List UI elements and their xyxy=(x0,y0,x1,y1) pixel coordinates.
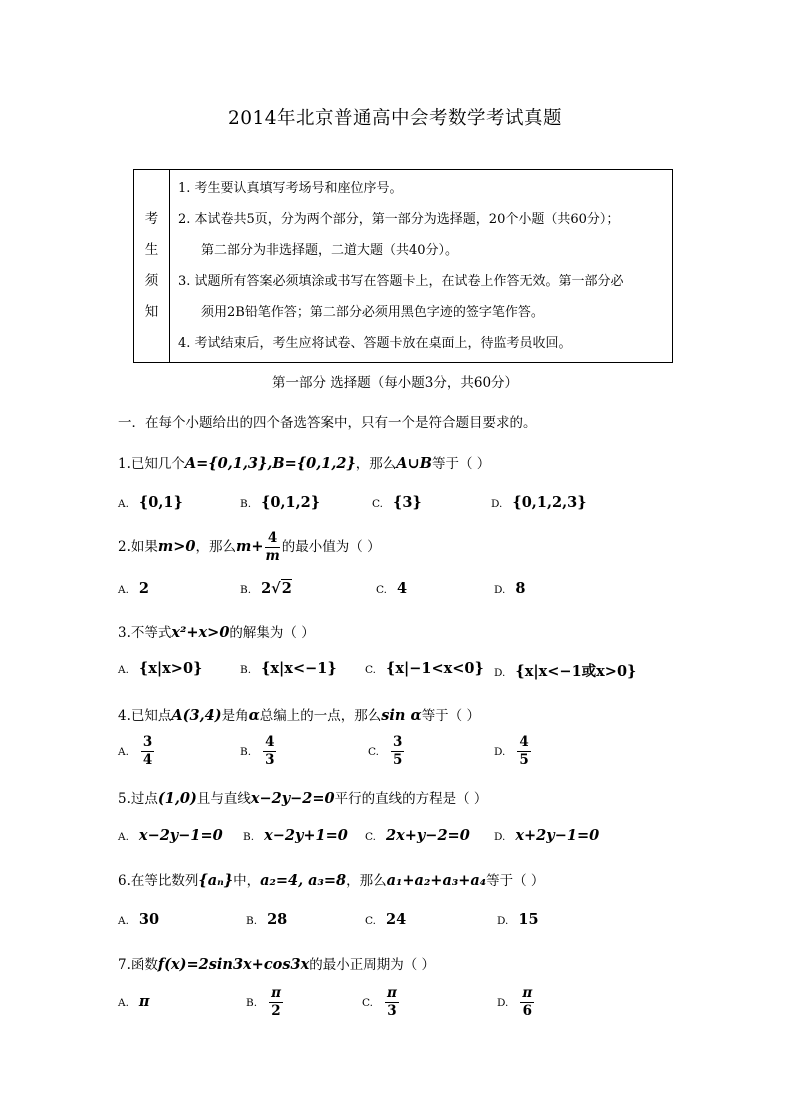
notice-label-char: 生 xyxy=(144,242,159,258)
option-b: B. 28 xyxy=(246,911,288,928)
option-b: B. {x|x<−1} xyxy=(240,660,337,677)
option-a: A. 2 xyxy=(118,580,150,597)
q4-mid1: 是角 xyxy=(221,708,249,724)
q6-cond: a₂=4, a₃=8 xyxy=(260,872,347,889)
q3-pre: 3.不等式 xyxy=(118,625,172,641)
notice-item-3-cont: 须用2B铅笔作答；第二部分必须用黑色字迹的签字笔作答。 xyxy=(201,305,544,320)
notice-item-1: 1. 考生要认真填写考场号和座位序号。 xyxy=(178,181,403,196)
option-d: D. {0,1,2,3} xyxy=(491,494,587,511)
option-b: B. $\frac{4}{3}$ xyxy=(240,734,275,768)
option-c: C. $\frac{\pi}{3}$ xyxy=(362,985,397,1019)
q6-options xyxy=(0,911,790,941)
q2-mid: ，那么 xyxy=(195,539,236,555)
q2-pre: 2.如果 xyxy=(118,539,158,555)
option-d: D. $\frac{4}{5}$ xyxy=(494,734,529,768)
q3-ineq: x²+x>0 xyxy=(171,624,230,641)
option-a: A. π xyxy=(118,993,150,1010)
q2-expr: m+ xyxy=(235,538,264,555)
option-c: C. 24 xyxy=(365,911,407,928)
section-heading: 第一部分 选择题（每小题3分，共60分） xyxy=(271,375,519,391)
question-2 xyxy=(118,530,381,565)
q2-cond: m>0 xyxy=(157,538,196,555)
q2-options xyxy=(0,580,790,610)
q7-options xyxy=(0,985,790,1019)
q2-post: 的最小值为（ ） xyxy=(281,539,381,555)
q6-pre: 6.在等比数列 xyxy=(118,873,199,889)
option-c: C. 2x+y−2=0 xyxy=(365,827,470,844)
option-a: A. {0,1} xyxy=(118,494,183,511)
q6-mid1: 中， xyxy=(233,873,261,889)
page-title: 2014年北京普通高中会考数学考试真题 xyxy=(227,108,563,129)
option-a: A. {x|x>0} xyxy=(118,660,203,677)
q1-pre: 1.已知几个 xyxy=(118,456,185,472)
q1-options xyxy=(0,494,790,524)
q6-mid2: ，那么 xyxy=(346,873,387,889)
q1-expr: A∪B xyxy=(396,455,432,472)
q5-options xyxy=(0,827,790,857)
q3-options xyxy=(0,660,790,690)
notice-label-char: 考 xyxy=(144,211,159,227)
q6-post: 等于（ ） xyxy=(486,873,545,889)
option-b: B. {0,1,2} xyxy=(240,494,321,511)
option-b: B. x−2y+1=0 xyxy=(243,827,348,844)
option-b: B. 2√2 xyxy=(240,580,292,597)
question-7 xyxy=(118,953,435,973)
option-d: D. 8 xyxy=(494,580,526,597)
q4-pre: 4.已知点 xyxy=(118,708,172,724)
notice-items xyxy=(170,170,673,363)
q5-point: (1,0) xyxy=(157,790,197,807)
question-5 xyxy=(118,787,487,807)
notice-label xyxy=(134,170,170,363)
option-d: D. {x|x<−1或x>0} xyxy=(494,663,637,680)
instruction: 一．在每个小题给出的四个备选答案中，只有一个是符合题目要求的。 xyxy=(118,415,537,431)
q1-sep: , xyxy=(267,455,273,472)
notice-item-2-cont: 第二部分为非选择题，二道大题（共40分）。 xyxy=(201,243,459,258)
q6-expr: a₁+a₂+a₃+a₄ xyxy=(386,872,487,889)
notice-box xyxy=(133,169,673,363)
q2-fraction: $\frac{4}{m}$ xyxy=(265,530,280,564)
question-4 xyxy=(118,704,480,724)
q5-line: x−2y−2=0 xyxy=(250,790,335,807)
q1-setB: B={0,1,2} xyxy=(272,455,356,472)
option-a: A. x−2y−1=0 xyxy=(118,827,223,844)
q6-seq: {aₙ} xyxy=(198,872,234,889)
option-b: B. $\frac{\pi}{2}$ xyxy=(246,985,281,1019)
question-6 xyxy=(118,869,544,889)
option-a: A. 30 xyxy=(118,911,160,928)
q4-point: A(3,4) xyxy=(171,707,222,724)
notice-item-3: 3. 试题所有答案必须填涂或书写在答题卡上，在试卷上作答无效。第一部分必 xyxy=(178,274,624,289)
q7-post: 的最小正周期为（ ） xyxy=(309,957,436,973)
option-d: D. 15 xyxy=(497,911,539,928)
notice-label-char: 须 xyxy=(144,273,159,289)
q7-pre: 7.函数 xyxy=(118,957,158,973)
q3-post: 的解集为（ ） xyxy=(229,625,315,641)
q1-mid: ，那么 xyxy=(355,456,397,472)
q7-func: f(x)=2sin3x+cos3x xyxy=(157,956,310,973)
notice-label-char: 知 xyxy=(144,304,159,320)
q4-mid2: 总编上的一点，那么 xyxy=(259,708,382,724)
option-c: C. $\frac{3}{5}$ xyxy=(368,734,403,768)
q4-options xyxy=(0,734,790,768)
option-d: D. x+2y−1=0 xyxy=(494,827,600,844)
question-3 xyxy=(118,621,315,641)
q4-alpha: α xyxy=(248,707,260,724)
notice-item-4: 4. 考试结束后，考生应将试卷、答题卡放在桌面上，待监考员收回。 xyxy=(178,336,572,351)
notice-item-2: 2. 本试卷共5页，分为两个部分，第一部分为选择题，20个小题（共60分）； xyxy=(178,212,620,227)
option-c: C. {3} xyxy=(372,494,422,511)
q5-mid: 且与直线 xyxy=(196,791,251,807)
q4-expr: sin α xyxy=(381,707,422,724)
option-d: D. $\frac{\pi}{6}$ xyxy=(497,985,533,1019)
option-c: C. 4 xyxy=(376,580,408,597)
option-c: C. {x|−1<x<0} xyxy=(365,660,484,677)
question-1 xyxy=(118,452,490,472)
q4-post: 等于（ ） xyxy=(421,708,480,724)
q1-setA: A={0,1,3} xyxy=(184,455,268,472)
q5-post: 平行的直线的方程是（ ） xyxy=(334,791,488,807)
option-a: A. $\frac{3}{4}$ xyxy=(118,734,153,768)
q1-post: 等于（ ） xyxy=(431,456,491,472)
q5-pre: 5.过点 xyxy=(118,791,158,807)
